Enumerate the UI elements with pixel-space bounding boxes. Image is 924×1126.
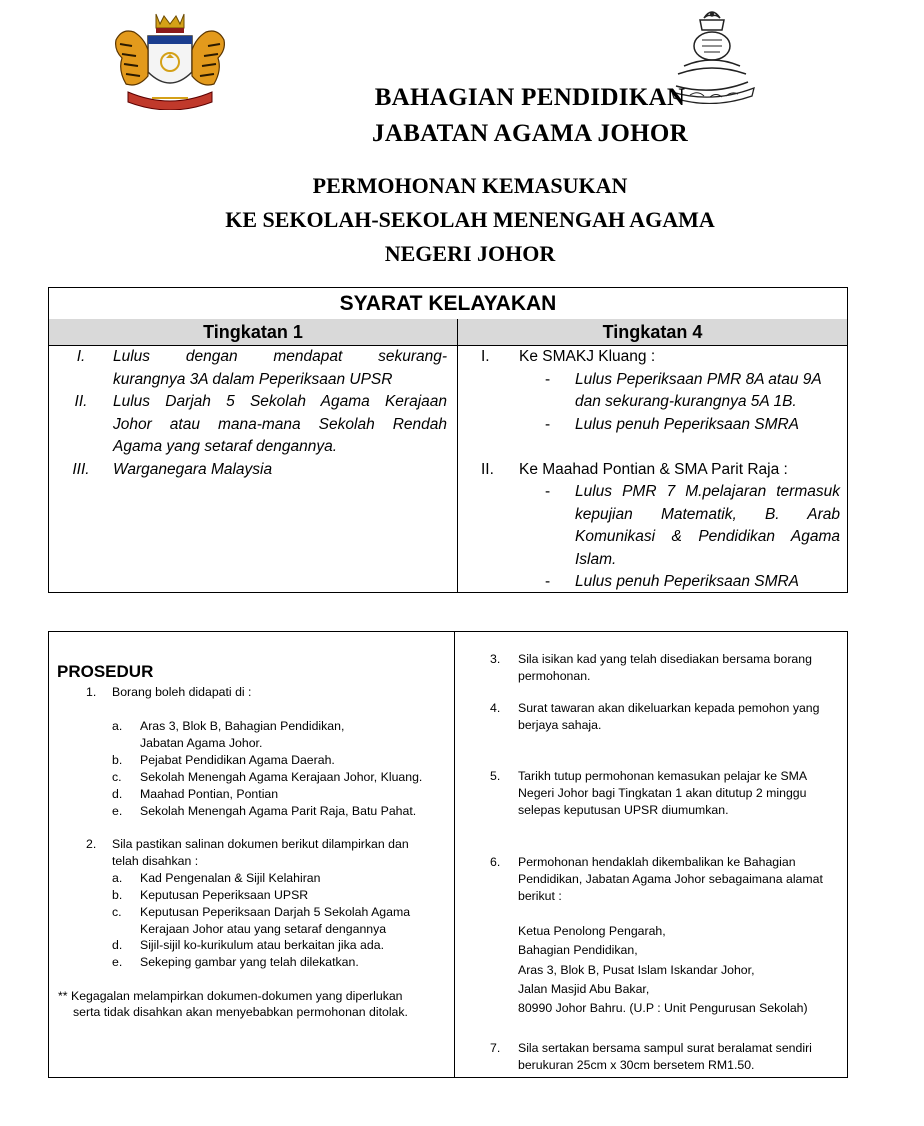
item-text: Sekolah Menengah Agama Kerajaan Johor, Kluang. bbox=[140, 770, 423, 784]
step-text: Borang boleh didapati di : bbox=[112, 685, 252, 699]
step-text: Surat tawaran akan dikeluarkan kepada pemohon yang bbox=[518, 701, 820, 715]
requirement-line: Lulus penuh Peperiksaan SMRA bbox=[575, 573, 800, 590]
eligibility-title: SYARAT KELAYAKAN bbox=[49, 288, 847, 320]
requirement-line: Lulus Peperiksaan PMR 8A atau 9A bbox=[575, 370, 822, 388]
step-text: permohonan. bbox=[518, 669, 591, 683]
requirement-line: Lulus PMR 7 M.pelajaran termasuk bbox=[575, 483, 840, 500]
step-number: 3. bbox=[490, 652, 501, 666]
school-group-title: Ke SMAKJ Kluang : bbox=[519, 348, 656, 365]
bullet-dash: - bbox=[545, 370, 551, 388]
item-letter: e. bbox=[112, 804, 123, 818]
department-title: BAHAGIAN PENDIDIKAN bbox=[374, 84, 686, 111]
item-letter: a. bbox=[112, 871, 123, 885]
item-text: Jabatan Agama Johor. bbox=[140, 736, 263, 750]
item-letter: b. bbox=[112, 888, 123, 902]
form1-column-header: Tingkatan 1 bbox=[49, 319, 458, 346]
requirement-number: I. bbox=[481, 348, 490, 365]
requirement-number: II. bbox=[74, 393, 88, 410]
step-number: 2. bbox=[86, 837, 97, 851]
step-text: Tarikh tutup permohonan kemasukan pelajar ke SMA bbox=[518, 769, 808, 783]
item-letter: d. bbox=[112, 787, 123, 801]
item-text: Maahad Pontian, Pontian bbox=[140, 787, 279, 801]
step-text: Sila pastikan salinan dokumen berikut dilampirkan dan bbox=[112, 837, 409, 851]
warning-note: serta tidak disahkan akan menyebabkan permohonan ditolak. bbox=[73, 1005, 408, 1019]
requirement-line: kurangnya 3A dalam Peperiksaan UPSR bbox=[113, 370, 393, 388]
column-divider bbox=[457, 319, 458, 592]
agency-title: JABATAN AGAMA JOHOR bbox=[372, 120, 688, 147]
item-text: Kerajaan Johor atau yang setaraf dengannya bbox=[140, 922, 387, 936]
requirement-line: Johor atau mana-mana Sekolah Rendah bbox=[113, 415, 447, 433]
requirement-line: dan sekurang-kurangnya 5A 1B. bbox=[575, 393, 797, 410]
item-text: Aras 3, Blok B, Bahagian Pendidikan, bbox=[140, 719, 345, 733]
column-divider bbox=[454, 632, 455, 1077]
step-number: 7. bbox=[490, 1041, 501, 1055]
item-text: Kad Pengenalan & Sijil Kelahiran bbox=[140, 871, 321, 885]
bullet-dash: - bbox=[545, 415, 551, 433]
item-letter: c. bbox=[112, 905, 122, 919]
item-letter: b. bbox=[112, 753, 123, 767]
item-letter: e. bbox=[112, 955, 123, 969]
document-subtitle-line3: NEGERI JOHOR bbox=[384, 241, 556, 266]
step-number: 6. bbox=[490, 855, 501, 869]
requirement-line: Agama yang setaraf dengannya. bbox=[113, 438, 338, 455]
step-number: 5. bbox=[490, 769, 501, 783]
step-text: berukuran 25cm x 30cm bersetem RM1.50. bbox=[518, 1058, 755, 1072]
item-text: Pejabat Pendidikan Agama Daerah. bbox=[140, 753, 335, 767]
requirement-number: II. bbox=[481, 460, 494, 478]
eligibility-table bbox=[48, 287, 848, 593]
step-number: 1. bbox=[86, 685, 97, 699]
requirement-line: kepujian Matematik, B. Arab bbox=[575, 505, 840, 523]
item-text: Sekolah Menengah Agama Parit Raja, Batu Pahat. bbox=[140, 804, 417, 818]
requirement-line: Lulus dengan mendapat sekurang- bbox=[113, 348, 447, 365]
requirement-line: Islam. bbox=[575, 550, 617, 568]
requirement-line: Lulus penuh Peperiksaan SMRA bbox=[575, 415, 800, 433]
address-line: Ketua Penolong Pengarah, bbox=[518, 924, 666, 938]
procedure-table bbox=[48, 631, 848, 1078]
item-text: Sijil-sijil ko-kurikulum atau berkaitan jika ada. bbox=[140, 938, 384, 952]
requirement-line: Warganegara Malaysia bbox=[113, 460, 273, 478]
bullet-dash: - bbox=[545, 573, 551, 590]
warning-note: ** Kegagalan melampirkan dokumen-dokumen yang diperlukan bbox=[58, 989, 403, 1003]
school-group-title: Ke Maahad Pontian & SMA Parit Raja : bbox=[519, 460, 788, 478]
step-text: telah disahkan : bbox=[112, 854, 199, 868]
step-number: 4. bbox=[490, 701, 501, 715]
step-text: berjaya sahaja. bbox=[518, 718, 602, 732]
address-line: 80990 Johor Bahru. (U.P : Unit Pengurusan Sekolah) bbox=[518, 1001, 808, 1015]
document-subtitle-line2: KE SEKOLAH-SEKOLAH MENENGAH AGAMA bbox=[225, 207, 715, 232]
item-letter: d. bbox=[112, 938, 123, 952]
step-text: Permohonan hendaklah dikembalikan ke Bahagian bbox=[518, 855, 796, 869]
requirement-line: Lulus Darjah 5 Sekolah Agama Kerajaan bbox=[113, 393, 447, 410]
item-text: Keputusan Peperiksaan UPSR bbox=[140, 888, 309, 902]
step-text: Negeri Johor bagi Tingkatan 1 akan ditutup 2 minggu bbox=[518, 786, 807, 800]
bullet-dash: - bbox=[545, 483, 551, 500]
step-text: Sila isikan kad yang telah disediakan bersama borang bbox=[518, 652, 812, 666]
requirement-number: III. bbox=[72, 460, 90, 478]
item-letter: c. bbox=[112, 770, 122, 784]
document-subtitle-line1: PERMOHONAN KEMASUKAN bbox=[312, 173, 628, 198]
step-text: berikut : bbox=[518, 889, 562, 903]
procedure-title: PROSEDUR bbox=[57, 662, 154, 681]
step-text: selepas keputusan UPSR diumumkan. bbox=[518, 803, 729, 817]
step-text: Sila sertakan bersama sampul surat beralamat sendiri bbox=[518, 1041, 812, 1055]
requirement-line: Komunikasi & Pendidikan Agama bbox=[575, 528, 840, 545]
item-text: Sekeping gambar yang telah dilekatkan. bbox=[140, 955, 359, 969]
requirement-number: I. bbox=[76, 348, 86, 365]
form4-column-header: Tingkatan 4 bbox=[458, 319, 847, 346]
item-text: Keputusan Peperiksaan Darjah 5 Sekolah Agama bbox=[140, 905, 411, 919]
address-line: Bahagian Pendidikan, bbox=[518, 943, 638, 957]
address-line: Aras 3, Blok B, Pusat Islam Iskandar Johor, bbox=[518, 963, 755, 977]
step-text: Pendidikan, Jabatan Agama Johor sebagaimana alamat bbox=[518, 872, 823, 886]
item-letter: a. bbox=[112, 719, 123, 733]
address-line: Jalan Masjid Abu Bakar, bbox=[518, 982, 650, 996]
